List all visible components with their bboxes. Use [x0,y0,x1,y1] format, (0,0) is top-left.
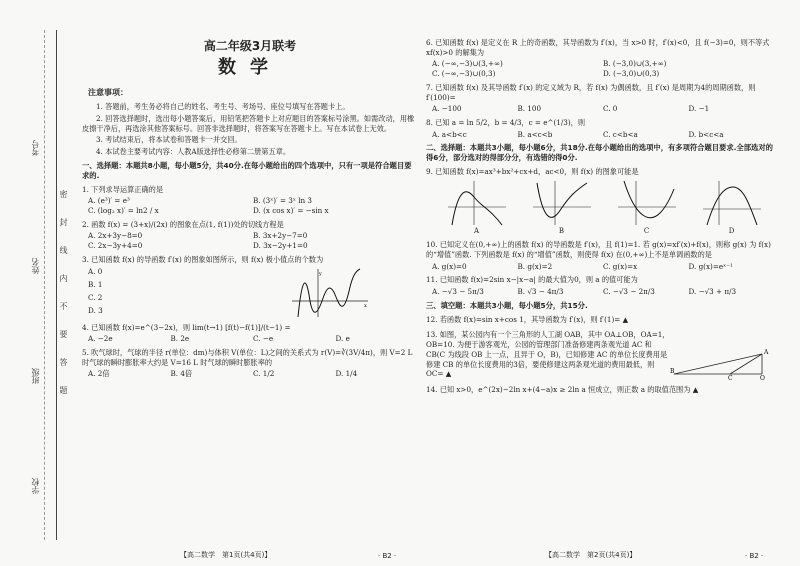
notice-item: 3. 考试结束后，将本试卷和答题卡一并交回。 [96,135,242,145]
notice-item: 2. 回答选择题时，选出每小题答案后，用铅笔把答题卡上对应题目的答案标号涂黑。如需改动，用橡皮擦干净后，再选涂其他答案标号。回答非选择题时，将答案写在答题卡上。写在本试卷上无效。 [82,114,415,133]
seal-line [56,30,57,540]
footer-right-code: · B2 · [745,552,764,560]
option: A. 2倍 [88,369,110,379]
point-a-label: A [763,349,768,357]
graph-option-a [446,179,508,236]
footer-right: 【高二数学 第2页(共4页)】 [545,551,637,559]
question-3-body [82,267,418,319]
option: C. c<b<a [603,129,638,139]
option: D. −1 [688,104,710,114]
option: C. (−∞,−3)∪(0,3) [432,69,496,79]
notice-item: 4. 本试卷主要考试内容：人教A版选择性必修第二册第五章。 [96,147,291,157]
option: C. −√3 − 2π/3 [603,287,655,297]
option: B. (3ˣ)′ = 3ˣ ln 3 [253,196,312,206]
question-2-options [88,231,418,250]
derivative-graph-figure [290,267,370,319]
question-9-graphs [434,179,774,236]
footer-left-code: · B2 · [378,552,397,560]
question-7-options [432,104,774,114]
subject-title: 数学 [218,57,282,79]
question-8-options [432,130,774,140]
option: D. 3x−2y+1=0 [253,241,308,251]
option: A. 2x+3y−8=0 [88,231,143,241]
question-6: 6. 已知函数 f(x) 是定义在 R 上的奇函数，其导函数为 f′(x)，当 x>0 时，f′(x)<0，且 f(−3)=0，则不等式 xf(x)>0 的解集为 [426,38,770,57]
option: B. 2e [170,334,190,344]
graph-label: C [643,226,650,235]
option: B. 4倍 [170,369,193,379]
question-6-options [432,59,774,78]
question-10-options [432,262,774,272]
option: A. 0 [88,266,103,276]
seal-char: 题 [59,386,68,394]
option: D. 1/4 [335,369,358,379]
question-3: 3. 已知函数 f(x) 的导函数 f′(x) 的图象如图所示，则 f(x) 极小值点的个数为 [82,254,324,264]
section-3-heading: 三、填空题：本题共3小题，每小题5分，共15分. [426,300,588,310]
option: B. a<c<b [517,129,553,139]
binding-margin [0,0,82,566]
option: B. (−3,0)∪(3,+∞) [603,59,667,69]
option: A. −√3 − 5π/3 [432,287,484,297]
question-12 [426,315,774,325]
point-o-label: O [759,375,765,381]
point-c-label: C [727,375,733,381]
cubic-graph-a [446,179,508,227]
question-9: 9. 已知函数 f(x)=ax³+bx²+cx+d，ac<0，则 f(x) 的图象可能是 [426,167,639,177]
graph-option-c [616,179,678,236]
school-label: 学校 [31,478,40,494]
y-axis-label: y [318,270,322,277]
graph-label: A [473,226,480,235]
option: D. (x cos x)′ = −sin x [253,206,329,215]
seal-char: 密 [59,190,68,198]
question-1-options [88,196,418,215]
cubic-graph-d [701,179,763,227]
option: A. −100 [432,104,462,114]
section-1-heading: 一、选择题：本题共8小题，每小题5分，共40分.在每小题给出的四个选项中，只有一项是符合题目要求的. [82,160,412,180]
option: D. 3 [88,305,103,315]
right-column [426,38,774,548]
question-14-text: 14. 已知 x>0，e^(2x)−2ln x+(4−a)x ≥ 2ln a 恒成立，则正数 a 的取值范围为 [426,385,691,395]
question-13-body [426,326,774,381]
name-label: 姓名 [31,258,40,274]
point-b-label: B [669,368,675,376]
option: B. √3 − 4π/3 [517,287,564,297]
option: A. −2e [88,334,113,344]
seal-char: 封 [59,218,68,226]
question-13-text: 13. 如图，某公园内有一个三角形的人工湖 OAB，其中 OA⊥OB，OA=1，OB=10. 为便于游客观光，公园的管理部门准备修建两条观光道 AC 和 CB(C 为线段 OB 上一点，且异于 O，B)，已知修建 AC 的单位长度费用是修建 CB 的单位长度费用的3倍，要使修建这两条观光道的费用最低，则 OC= [426,330,670,379]
graph-option-b [531,179,593,236]
option: D. b<c<a [688,129,724,139]
fold-line [44,30,45,540]
option: A. g(x)=0 [432,261,467,271]
option: B. 1 [88,279,103,289]
option: C. g(x)=x [603,261,638,271]
cubic-graph-c [616,179,678,227]
x-axis-label: x [363,302,367,309]
left-column [82,38,418,548]
option: C. −e [253,334,274,344]
question-4-options [88,334,418,344]
option: D. −√3 + π/3 [688,287,737,297]
option: B. 100 [517,104,542,114]
option: A. (−∞,−3)∪(3,+∞) [432,59,503,69]
question-5: 5. 吹气球时，气球的半径 r(单位：dm)与体积 V(单位：L)之间的关系式为 r(V)=∛(3V/4π)，则 V=2 L 时气球的瞬时膨胀率大约是 V=16 L 时气球的瞬时膨胀率的 [82,348,413,367]
answer-blank: ▲ [445,369,452,379]
option: D. g(x)=eˣ⁻¹ [688,261,733,271]
footer-left: 【高二数学 第1页(共4页)】 [180,551,272,559]
seal-char: 线 [59,246,68,254]
graph-option-d [701,179,763,236]
question-8: 8. 已知 a = ln 5/2，b = 4/3，c = e^(1/3)，则 [426,118,586,128]
option: B. 3x+2y−7=0 [253,231,308,241]
option: C. (log₂ x)′ = ln2 / x [88,206,159,215]
exam-title: 高二年级3月联考 [203,39,297,53]
question-4: 4. 已知函数 f(x)=e^(3−2x)，则 lim(t→1) [f(t)−f(1)]/(t−1) = [82,322,291,332]
option: C. 0 [603,104,618,114]
answer-blank: ▲ [692,385,699,395]
question-13 [426,330,670,379]
option: A. (e³)′ = e³ [88,196,130,206]
option: C. 1/2 [253,369,275,379]
question-11-options [432,287,774,297]
seal-char: 内 [59,274,68,282]
graph-label: B [558,226,565,235]
question-11: 11. 已知函数 f(x)=2sin x−|x−a| 的最大值为0，则 a 的值可能为 [426,275,638,285]
seal-char: 不 [59,302,68,310]
class-label: 班级 [31,368,40,384]
question-5-options [88,369,418,379]
option: D. e [335,334,350,344]
notice-heading: 注意事项： [88,88,128,98]
question-7: 7. 已知函数 f(x) 及其导函数 f′(x) 的定义域为 R，若 f(x) 为偶函数，且 f′(x) 是周期为4的周期函数，则 f′(100)= [426,82,756,102]
section-2-heading: 二、选择题：本题共3小题，每小题6分，共18分.在每小题给出的选项中，有多项符合题目要求.全部选对的得6分，部分选对的得部分分，有选错的得0分. [426,143,773,163]
question-14 [426,385,774,395]
option: C. 2x−3y+4=0 [88,241,143,251]
triangle-lake-figure [670,340,770,380]
question-10: 10. 已知定义在(0,+∞)上的函数 f(x) 的导函数是 f′(x)，且 f(1)=1. 若 g(x)=xf′(x)+f(x)，则称 g(x) 为 f(x) 的“增值”函数. 下列函数是 f(x) 的“增值”函数，则使得 f(x) 在(0,+∞)上不是单调函数的是 [426,240,771,260]
seal-char: 答 [59,358,68,366]
option: A. a<b<c [432,129,467,139]
answer-blank: ▲ [622,314,629,324]
question-1: 1. 下列求导运算正确的是 [82,184,164,194]
graph-label: D [728,226,735,235]
option: C. 2 [88,292,103,302]
notice-item: 1. 答题前，考生务必将自己的姓名、考生号、考场号、座位号填写在答题卡上。 [96,102,350,112]
question-12-text: 12. 若函数 f(x)=sin x+cos 1，其导函数为 f′(x)，则 f′(1)= [426,314,621,324]
question-3-options [88,267,290,319]
cubic-graph-b [531,179,593,227]
exam-no-label: 考号 [31,140,40,156]
seal-char: 要 [59,330,68,338]
question-2: 2. 函数 f(x) = (3+x)/(2x) 的图象在点(1, f(1))处的切线方程是 [82,219,284,229]
option: B. g(x)=2 [517,261,553,271]
option: D. (−3,0)∪(0,3) [603,69,660,79]
